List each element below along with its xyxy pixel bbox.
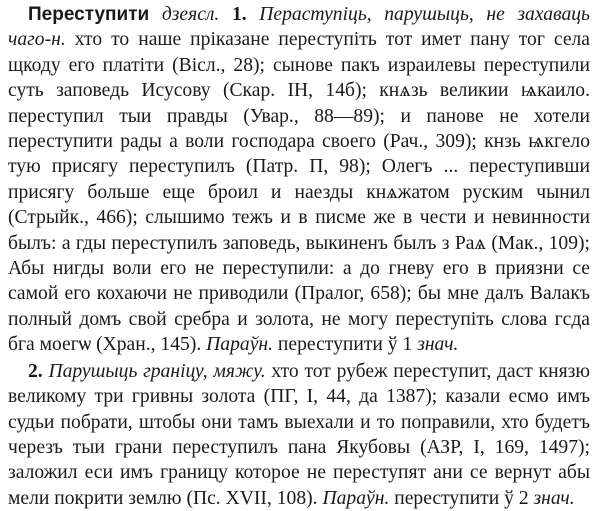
grammar-label: дзеясл. [161, 4, 220, 25]
sense-2-definition: Парушыць граніцу, мяжу. [48, 360, 266, 382]
sense-1-compare-label: Параўн. [206, 334, 274, 356]
sense-1-compare-suffix: знач. [417, 334, 459, 356]
sense-2-citations: хто тот рубеж переступит, даст князю великому три гривны золота (ПГ, І, 44, да 1387); казали есмо имъ судьи побрати, штобы они тамъ выехали и то поправили, хто будетъ черезъ тыи грани переступилъ пана Якубовы (АЗР, І, 169, 1497); заложил еси имъ границу которое не переступят ани се вернут абы мели покрити землю (Пс. XVII, 108). [8, 360, 590, 509]
sense-2-paragraph [8, 359, 590, 511]
sense-1-number: 1. [231, 4, 247, 25]
sense-2-number: 2. [28, 360, 43, 382]
sense-1-definition: Пераступіць, парушыць, не захаваць чаго-н. [8, 4, 590, 51]
sense-2-compare-suffix: знач. [533, 487, 575, 509]
sense-2-compare-text: переступити ў 2 [389, 487, 534, 509]
sense-2-compare-label: Параўн. [322, 487, 390, 509]
sense-1-paragraph [8, 2, 590, 358]
sense-1-compare-text: переступити ў 1 [273, 334, 418, 356]
headword: Переступити [28, 4, 150, 25]
sense-1-citations: хто то наше пріказане переступіть тот имет пану тог села щкоду его платіти (Вісл., 28); сынове пакъ израилевы переступили суть заповедь Исусову (Скар. ІН, 14б); кнѧзь великии ѩкаило. переступил тыи правды (Увар., 88—89); и панове не хотели переступити рады а воли господара своего (Рач., 309); кнзь ѩкгело тую присягу переступилъ (Патр. П, 98); Олегъ ... переступивши присягу больше еще броил и наезды кнѧжатом руским чынил (Стрыйк., 466); слышимо тежъ и в писме же в чести и невинности былъ: а гды переступилъ заповедь, выкиненъ былъ з Раѧ (Мак., 109); Абы нигды воли его не переступили: а до гневу его в приязни се самой его кохаючи не приводили (Пралог, 658); бы мне далъ Валакъ полный домъ свой сребра и золота, не могу переступіть слова гсда бга моегѡ (Хран., 145). [8, 29, 590, 356]
